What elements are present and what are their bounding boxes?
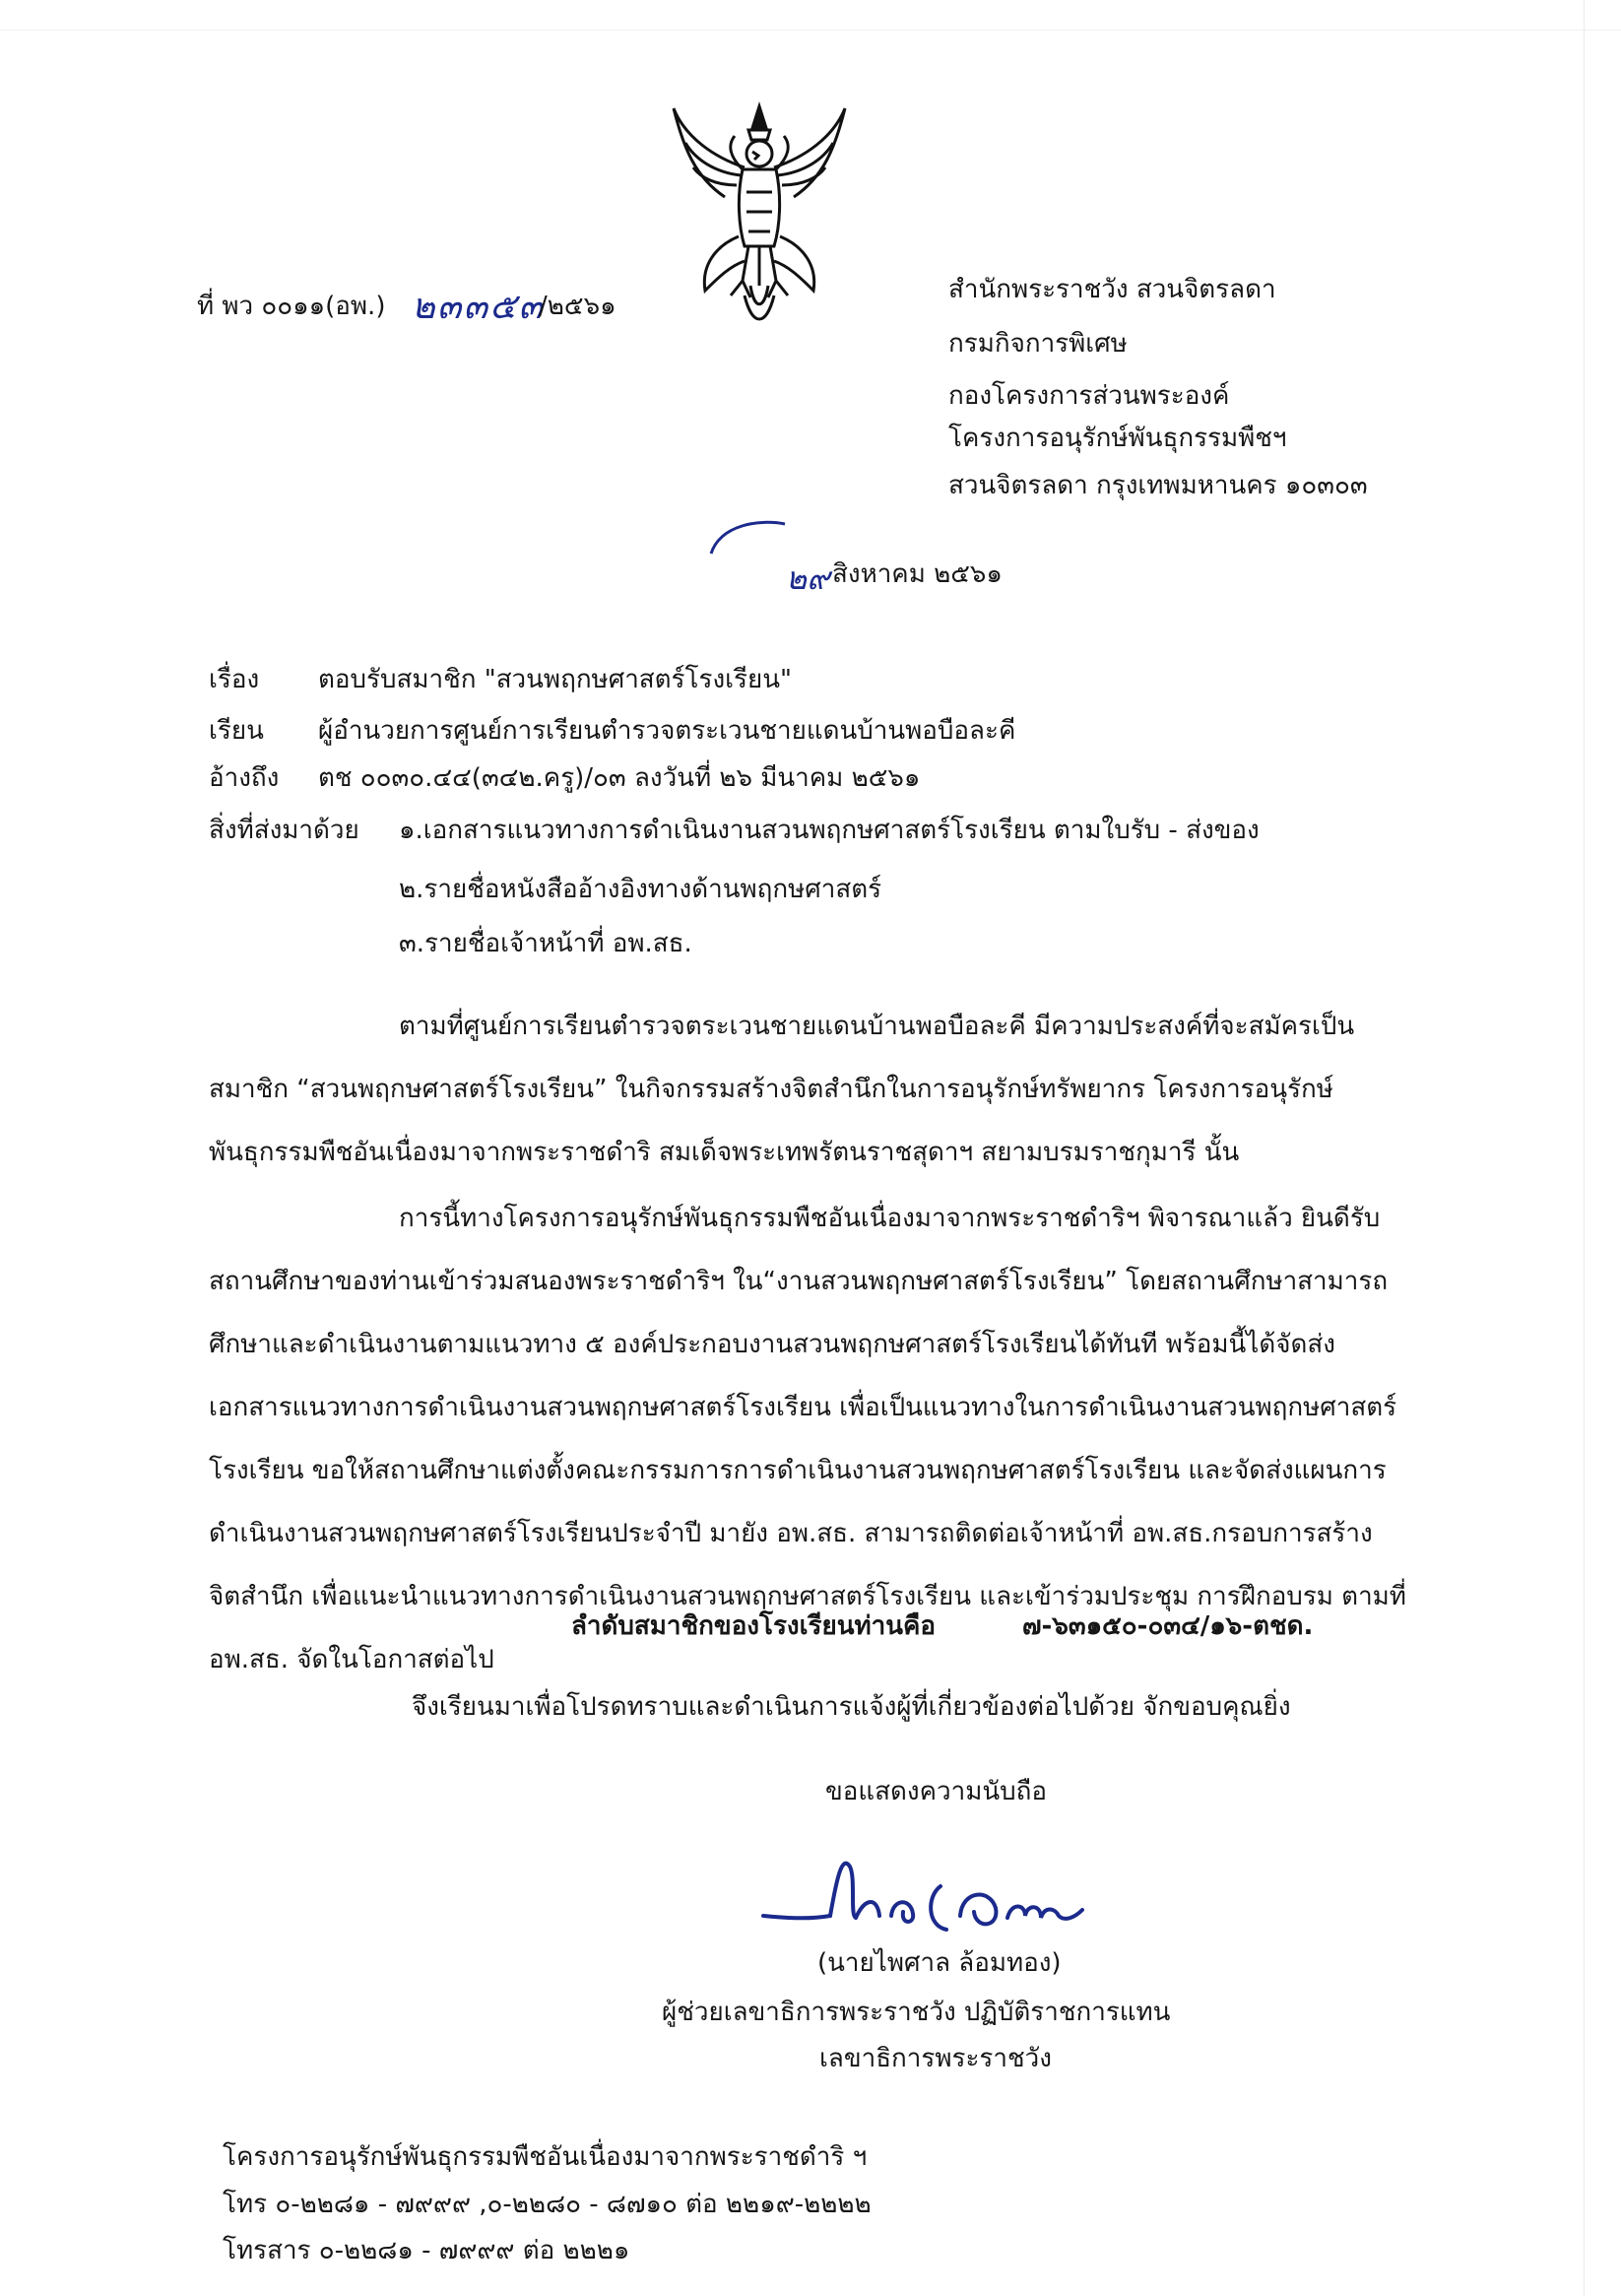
garuda-emblem-icon [666, 98, 853, 335]
reference-value: ตช ๐๐๓๐.๔๔(๓๔๒.ครู)/๐๓ ลงวันที่ ๒๖ มีนาคม ๒๕๖๑ [318, 763, 921, 793]
footer-project: โครงการอนุรักษ์พันธุกรรมพืชอันเนื่องมาจากพระราชดำริ ฯ [223, 2142, 868, 2172]
date-printed: สิงหาคม ๒๕๖๑ [832, 559, 1003, 589]
subject-label: เรื่อง [209, 665, 260, 694]
signer-title-1: ผู้ช่วยเลขาธิการพระราชวัง ปฏิบัติราชการแทน [662, 1998, 1171, 2027]
paragraph-line: อพ.สธ. จัดในโอกาสต่อไป [209, 1645, 494, 1674]
enclosure-item: ๑.เอกสารแนวทางการดำเนินงานสวนพฤกษศาสตร์โรงเรียน ตามใบรับ - ส่งของ [399, 816, 1260, 845]
reference-label: อ้างถึง [209, 763, 280, 793]
member-number-label: ลำดับสมาชิกของโรงเรียนท่านคือ [571, 1611, 937, 1641]
handwritten-date-stroke-icon [701, 514, 790, 583]
paragraph-line: จิตสำนึก เพื่อแนะนำแนวทางการดำเนินงานสวนพฤกษศาสตร์โรงเรียน และเข้าร่วมประชุม การฝึกอบรม ตามที่ [209, 1582, 1406, 1611]
paragraph-line: สถานศึกษาของท่านเข้าร่วมสนองพระราชดำริฯ ใน“งานสวนพฤกษศาสตร์โรงเรียน” โดยสถานศึกษาสามารถ [209, 1267, 1389, 1296]
paragraph-line: ตามที่ศูนย์การเรียนตำรวจตระเวนชายแดนบ้านพอบือละคี มีความประสงค์ที่จะสมัครเป็น [399, 1012, 1355, 1041]
to-value: ผู้อำนวยการศูนย์การเรียนตำรวจตระเวนชายแดนบ้านพอบือละคี [318, 716, 1016, 746]
org-line: สำนักพระราชวัง สวนจิตรลดา [948, 275, 1276, 304]
paragraph-line: การนี้ทางโครงการอนุรักษ์พันธุกรรมพืชอันเนื่องมาจากพระราชดำริฯ พิจารณาแล้ว ยินดีรับ [399, 1204, 1381, 1233]
org-line: กองโครงการส่วนพระองค์ [948, 381, 1230, 411]
doc-number-handwritten: ๒๓๓๕๓ [412, 287, 545, 327]
footer-phone: โทร ๐-๒๒๘๑ - ๗๙๙๙ ,๐-๒๒๘๐ - ๘๗๑๐ ต่อ ๒๒๑๙-๒๒๒๒ [223, 2190, 872, 2219]
paragraph-line: สมาชิก “สวนพฤกษศาสตร์โรงเรียน” ในกิจกรรมสร้างจิตสำนึกในการอนุรักษ์ทรัพยากร โครงการอนุรักษ์ [209, 1075, 1333, 1104]
paragraph-line: ศึกษาและดำเนินงานตามแนวทาง ๕ องค์ประกอบงานสวนพฤกษศาสตร์โรงเรียนได้ทันที พร้อมนี้ได้จัดส่ง [209, 1330, 1335, 1359]
signer-name: (นายไพศาล ล้อมทอง) [817, 1948, 1062, 1978]
member-number-value: ๗-๖๓๑๕๐-๐๓๔/๑๖-ตชด. [1022, 1611, 1314, 1641]
paragraph-line: เอกสารแนวทางการดำเนินงานสวนพฤกษศาสตร์โรงเรียน เพื่อเป็นแนวทางในการดำเนินงานสวนพฤกษศาสตร์ [209, 1393, 1397, 1422]
scan-edge-top [0, 30, 1621, 31]
enclosure-item: ๒.รายชื่อหนังสืออ้างอิงทางด้านพฤกษศาสตร์ [399, 875, 882, 904]
closing-sentence: จึงเรียนมาเพื่อโปรดทราบและดำเนินการแจ้งผู้ที่เกี่ยวข้องต่อไปด้วย จักขอบคุณยิ่ง [412, 1692, 1291, 1722]
body-paragraph-1 [209, 995, 1354, 1184]
enclosure-label: สิ่งที่ส่งมาด้วย [209, 816, 359, 845]
enclosure-item: ๓.รายชื่อเจ้าหน้าที่ อพ.สธ. [399, 929, 692, 958]
paragraph-line: โรงเรียน ขอให้สถานศึกษาแต่งตั้งคณะกรรมการการดำเนินงานสวนพฤกษศาสตร์โรงเรียน และจัดส่งแผนการ [209, 1456, 1387, 1485]
doc-number-prefix: ที่ พว ๐๐๑๑(อพ.) [197, 292, 386, 321]
doc-number-suffix: /๒๕๖๑ [539, 292, 616, 321]
scan-edge-right [1584, 0, 1585, 2296]
org-line: กรมกิจการพิเศษ [948, 329, 1128, 359]
subject-value: ตอบรับสมาชิก "สวนพฤกษศาสตร์โรงเรียน" [318, 665, 792, 694]
paragraph-line: ดำเนินงานสวนพฤกษศาสตร์โรงเรียนประจำปี มายัง อพ.สธ. สามารถติดต่อเจ้าหน้าที่ อพ.สธ.กรอบการสร้าง [209, 1519, 1373, 1548]
org-line: สวนจิตรลดา กรุงเทพมหานคร ๑๐๓๐๓ [948, 471, 1368, 500]
regards-text: ขอแสดงความนับถือ [825, 1777, 1047, 1806]
footer-fax: โทรสาร ๐-๒๒๘๑ - ๗๙๙๙ ต่อ ๒๒๒๑ [223, 2236, 630, 2265]
signer-title-2: เลขาธิการพระราชวัง [819, 2044, 1052, 2073]
date-day-handwritten: ๒๙ [786, 559, 830, 597]
org-line: โครงการอนุรักษ์พันธุกรรมพืชฯ [948, 424, 1287, 453]
to-label: เรียน [209, 716, 264, 746]
handwritten-signature-icon [753, 1847, 1108, 1955]
paragraph-line: พันธุกรรมพืชอันเนื่องมาจากพระราชดำริ สมเด็จพระเทพรัตนราชสุดาฯ สยามบรมราชกุมารี นั้น [209, 1138, 1240, 1167]
